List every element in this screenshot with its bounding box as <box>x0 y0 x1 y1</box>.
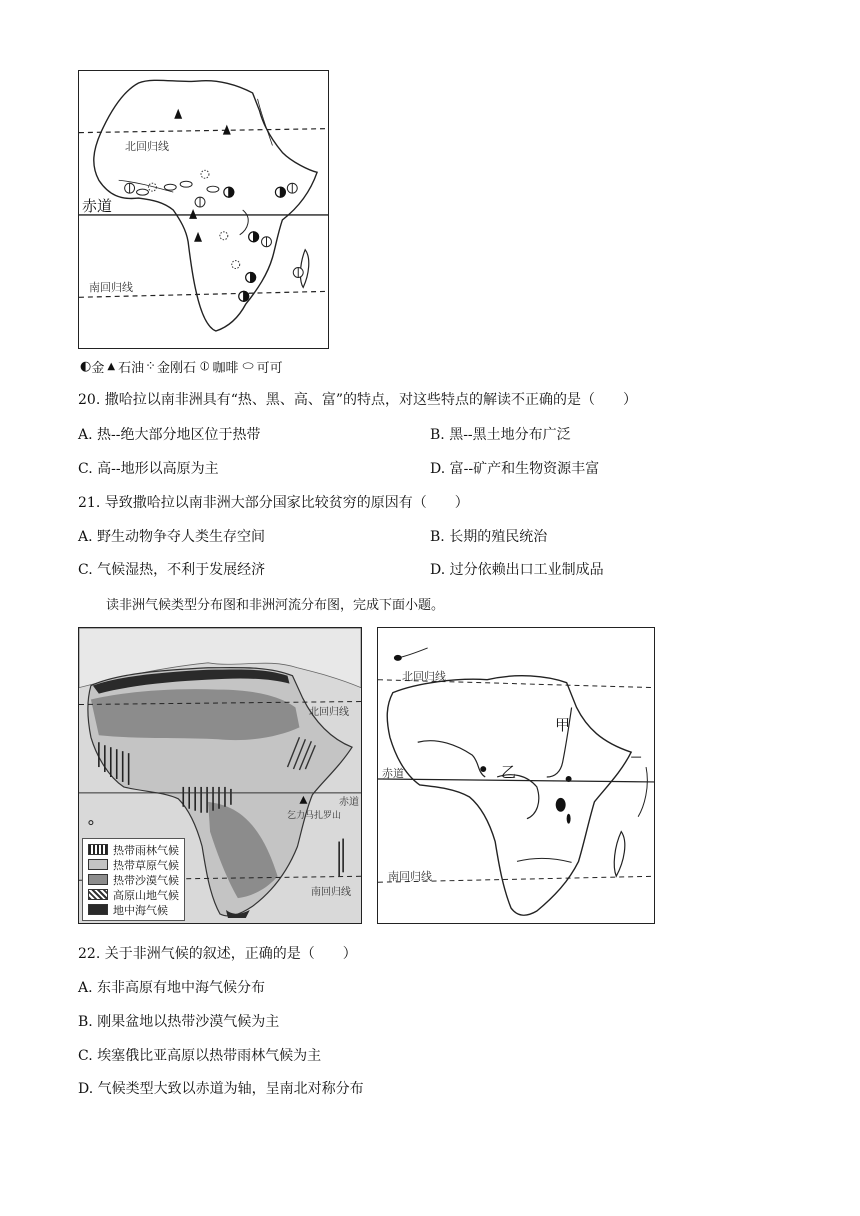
question-21-stem: 21. 导致撒哈拉以南非洲大部分国家比较贫穷的原因有（ ） <box>78 495 469 511</box>
legend-rainforest <box>88 842 179 857</box>
legend-mediterranean-label: 地中海气候 <box>113 903 168 917</box>
coffee-icon <box>125 183 304 277</box>
q20-option-a[interactable]: A. 热--绝大部分地区位于热带 <box>78 427 261 443</box>
cocoa-icon: ⬭ <box>242 359 254 374</box>
legend-highland <box>88 887 179 902</box>
legend-rainforest-label: 热带雨林气候 <box>113 843 179 857</box>
oil-icon: ▲ <box>107 361 116 372</box>
cocoa-icon <box>137 181 219 195</box>
north-tropic-label: 北回归线 <box>309 707 349 718</box>
resource-legend <box>80 357 283 376</box>
yi-label: 乙 <box>501 763 517 781</box>
river-map <box>377 627 655 924</box>
question-20-stem: 20. 撒哈拉以南非洲具有“热、黑、高、富”的特点，对这些特点的解读不正确的是（ ） <box>78 392 638 408</box>
legend-highland-label: 高原山地气候 <box>113 888 179 902</box>
q21-option-c[interactable]: C. 气候湿热，不利于发展经济 <box>78 562 266 578</box>
legend-oil-label: 石油 <box>118 361 145 376</box>
q21-option-a[interactable]: A. 野生动物争夺人类生存空间 <box>78 529 266 545</box>
diamond-icon: ⁘ <box>145 359 156 374</box>
equator-label: 赤道 <box>382 767 404 780</box>
africa-outline-resources <box>79 71 328 348</box>
jia-label: 甲 <box>555 716 571 734</box>
legend-diamond-label: 金刚石 <box>156 361 196 376</box>
legend-coffee-label: 咖啡 <box>212 361 239 376</box>
legend-gold-label: 金 <box>91 361 105 376</box>
mountain-label: 乞力马扎罗山 <box>287 811 342 821</box>
north-tropic-label: 北回归线 <box>402 670 446 683</box>
south-tropic-label: 南回归线 <box>388 870 432 883</box>
north-tropic-label: 北回归线 <box>125 140 169 153</box>
diamond-icon <box>148 170 239 268</box>
south-tropic-label: 南回归线 <box>89 281 133 294</box>
q22-option-d[interactable]: D. 气候类型大致以赤道为轴，呈南北对称分布 <box>78 1081 364 1097</box>
q22-option-c[interactable]: C. 埃塞俄比亚高原以热带雨林气候为主 <box>78 1048 322 1064</box>
q21-option-d[interactable]: D. 过分依赖出口工业制成品 <box>430 562 604 578</box>
resource-map <box>78 70 329 349</box>
q20-option-b[interactable]: B. 黑--黑土地分布广泛 <box>430 427 571 443</box>
legend-cocoa-label: 可可 <box>256 361 283 376</box>
equator-label: 赤道 <box>339 797 359 808</box>
q20-option-d[interactable]: D. 富--矿产和生物资源丰富 <box>430 461 600 477</box>
legend-savanna-label: 热带草原气候 <box>113 858 179 872</box>
zambezi-river <box>517 858 572 862</box>
intro-text: 读非洲气候类型分布图和非洲河流分布图，完成下面小题。 <box>106 598 445 613</box>
legend-mediterranean <box>88 902 179 917</box>
question-22-stem: 22. 关于非洲气候的叙述，正确的是（ ） <box>78 946 357 962</box>
equator-label: 赤道 <box>82 197 113 215</box>
legend-desert-label: 热带沙漠气候 <box>113 873 179 887</box>
coffee-icon: ⦶ <box>200 359 210 374</box>
q20-option-c[interactable]: C. 高--地形以高原为主 <box>78 461 219 477</box>
legend-desert <box>88 872 179 887</box>
gold-icon: ◐ <box>80 359 92 374</box>
q22-option-a[interactable]: A. 东非高原有地中海气候分布 <box>78 980 266 996</box>
niger-river <box>418 741 486 777</box>
q22-option-b[interactable]: B. 刚果盆地以热带沙漠气候为主 <box>78 1014 280 1030</box>
legend-savanna <box>88 857 179 872</box>
q21-option-b[interactable]: B. 长期的殖民统治 <box>430 529 548 545</box>
oil-icon <box>174 109 231 242</box>
climate-legend <box>82 838 185 921</box>
south-tropic-label: 南回归线 <box>311 887 351 898</box>
